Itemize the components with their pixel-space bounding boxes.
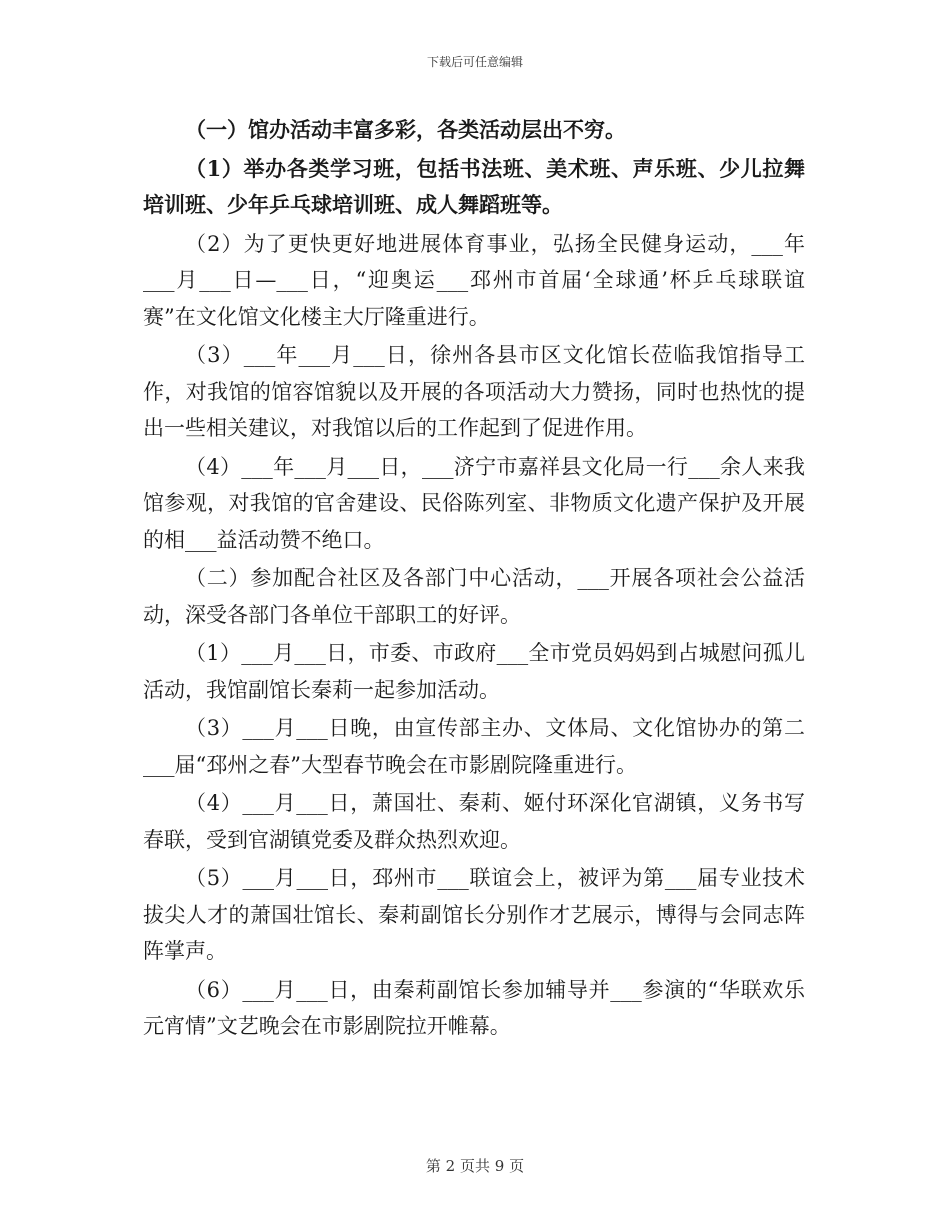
paragraph-3: （3）___年___月___日，徐州各县市区文化馆长莅临我馆指导工作，对我馆的馆容馆貌以及开展的各项活动大力赞扬，同时也热忱的提出一些相关建议，对我馆以后的工作起到了促进作用。 xyxy=(143,343,805,440)
document-body xyxy=(143,112,805,1045)
page-header: 下载后可任意编辑 xyxy=(426,55,523,69)
paragraph-9: （6）___月___日，由秦莉副馆长参加辅导并___参演的“华联欢乐元宵情”文艺晚会在市影剧院拉开帷幕。 xyxy=(143,977,805,1038)
paragraph-1: （1）举办各类学习班，包括书法班、美术班、声乐班、少儿拉舞培训班、少年乒乓球培训班、成人舞蹈班等。 xyxy=(143,155,805,217)
paragraph-7: （4）___月___日，萧国壮、秦莉、姬付环深化官湖镇，义务书写春联，受到官湖镇党委及群众热烈欢迎。 xyxy=(143,791,805,852)
paragraph-4: （4）___年___月___日，___济宁市嘉祥县文化局一行___余人来我馆参观，对我馆的官舍建设、民俗陈列室、非物质文化遗产保护及开展的相___益活动赞不绝口。 xyxy=(143,454,805,552)
paragraph-6: （3）___月___日晚，由宣传部主办、文体局、文化馆协办的第二___届“邳州之春”大型春节晚会在市影剧院隆重进行。 xyxy=(143,716,805,777)
paragraph-8: （5）___月___日，邳州市___联谊会上，被评为第___届专业技术拔尖人才的萧国壮馆长、秦莉副馆长分别作才艺展示，博得与会同志阵阵掌声。 xyxy=(143,866,805,963)
section-heading-1: （一）馆办活动丰富多彩，各类活动层出不穷。 xyxy=(185,117,626,142)
paragraph-2: （2）为了更快更好地进展体育事业，弘扬全民健身运动，___年___月___日—___日，“迎奥运___邳州市首届‘全球通’杯乒乓球联谊赛”在文化馆文化楼主大厅隆重进行。 xyxy=(143,231,805,329)
paragraph-5: （1）___月___日，市委、市政府___全市党员妈妈到占城慰问孤儿活动，我馆副馆长秦莉一起参加活动。 xyxy=(143,641,805,702)
section-heading-2: （二）参加配合社区及各部门中心活动，___开展各项社会公益活动，深受各部门各单位干部职工的好评。 xyxy=(143,566,805,627)
page-footer: 第 2 页共 9 页 xyxy=(425,1157,525,1175)
